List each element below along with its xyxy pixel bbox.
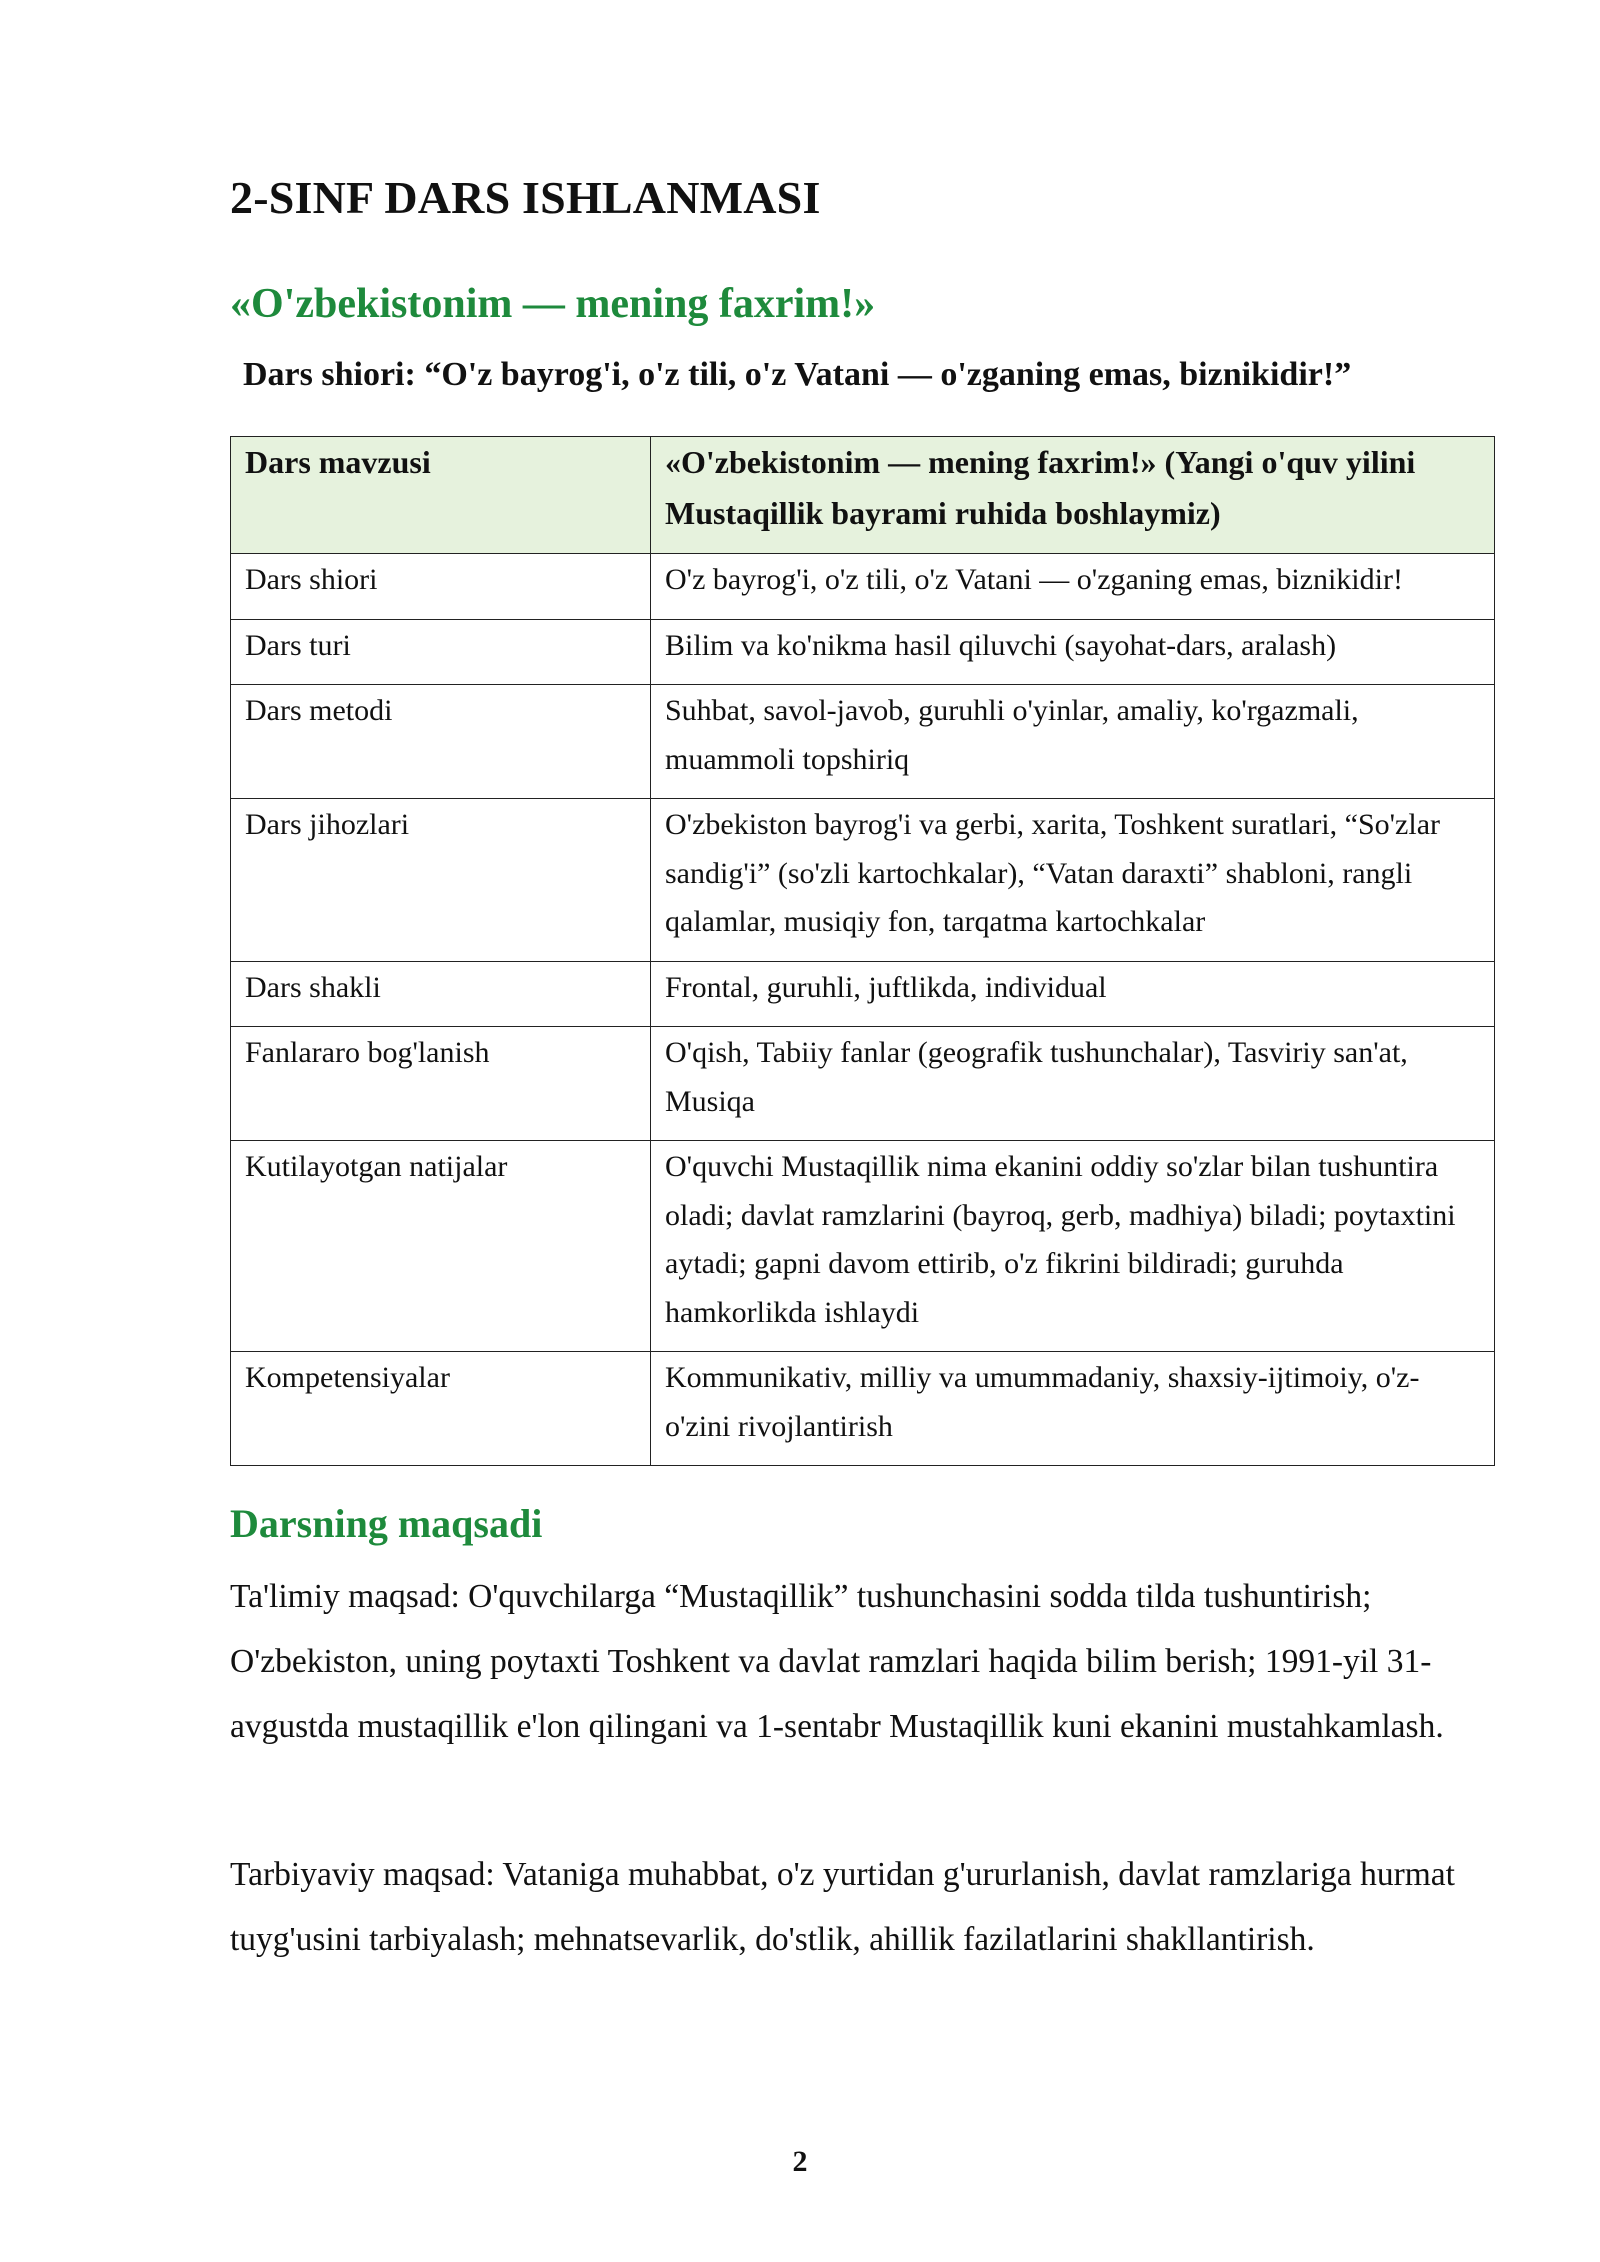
page-number: 2 bbox=[792, 2145, 808, 2178]
row-value: O'z bayrog'i, o'z tili, o'z Vatani — o'zganing emas, biznikidir! bbox=[651, 554, 1495, 620]
table-row bbox=[231, 961, 1495, 1027]
row-label: Kompetensiyalar bbox=[231, 1352, 651, 1466]
document-page bbox=[230, 168, 1495, 1958]
row-label: Fanlararo bog'lanish bbox=[231, 1027, 651, 1141]
table-row bbox=[231, 685, 1495, 799]
table-header-label: Dars mavzusi bbox=[231, 437, 651, 554]
educational-goal-paragraph: Ta'limiy maqsad: O'quvchilarga “Mustaqillik” tushunchasini sodda tilda tushuntirish; O'zbekiston, uning poytaxti Toshkent va davlat ramzlari haqida bilim berish; 1991-yil 31-avgustda mustaqillik e'lon qilingani va 1-sentabr Mustaqillik kuni ekanini mustahkamlash. bbox=[230, 1578, 1444, 1745]
lesson-subtitle: «O'zbekistonim — mening faxrim!» bbox=[230, 281, 876, 327]
row-value: Kommunikativ, milliy va umummadaniy, shaxsiy-ijtimoiy, o'z-o'zini rivojlantirish bbox=[651, 1352, 1495, 1466]
row-label: Dars shiori bbox=[231, 554, 651, 620]
table-row bbox=[231, 1352, 1495, 1466]
table-header-row bbox=[231, 437, 1495, 554]
table-row bbox=[231, 1027, 1495, 1141]
document-title: 2-SINF DARS ISHLANMASI bbox=[230, 172, 821, 223]
table-row bbox=[231, 554, 1495, 620]
row-label: Dars metodi bbox=[231, 685, 651, 799]
table-row bbox=[231, 1141, 1495, 1352]
lesson-motto: Dars shiori: “O'z bayrog'i, o'z tili, o'z Vatani — o'zganing emas, biznikidir!” bbox=[243, 356, 1352, 393]
lesson-info-table bbox=[230, 436, 1495, 1466]
row-label: Kutilayotgan natijalar bbox=[231, 1141, 651, 1352]
goals-heading: Darsning maqsadi bbox=[230, 1501, 543, 1546]
row-value: O'quvchi Mustaqillik nima ekanini oddiy so'zlar bilan tushuntira oladi; davlat ramzlarini (bayroq, gerb, madhiya) biladi; poytaxtini aytadi; gapni davom ettirib, o'z fikrini bildiradi; guruhda hamkorlikda ishlaydi bbox=[651, 1141, 1495, 1352]
row-value: Suhbat, savol-javob, guruhli o'yinlar, amaliy, ko'rgazmali, muammoli topshiriq bbox=[651, 685, 1495, 799]
table-header-value: «O'zbekistonim — mening faxrim!» (Yangi o'quv yilini Mustaqillik bayrami ruhida boshlaymiz) bbox=[651, 437, 1495, 554]
row-label: Dars jihozlari bbox=[231, 799, 651, 962]
row-value: O'qish, Tabiiy fanlar (geografik tushunchalar), Tasviriy san'at, Musiqa bbox=[651, 1027, 1495, 1141]
row-value: O'zbekiston bayrog'i va gerbi, xarita, Toshkent suratlari, “So'zlar sandig'i” (so'zli kartochkalar), “Vatan daraxti” shabloni, rangli qalamlar, musiqiy fon, tarqatma kartochkalar bbox=[651, 799, 1495, 962]
row-value: Bilim va ko'nikma hasil qiluvchi (sayohat-dars, aralash) bbox=[651, 619, 1495, 685]
row-label: Dars turi bbox=[231, 619, 651, 685]
table-row bbox=[231, 799, 1495, 962]
row-value: Frontal, guruhli, juftlikda, individual bbox=[651, 961, 1495, 1027]
table-row bbox=[231, 619, 1495, 685]
row-label: Dars shakli bbox=[231, 961, 651, 1027]
upbringing-goal-paragraph: Tarbiyaviy maqsad: Vataniga muhabbat, o'z yurtidan g'ururlanish, davlat ramzlariga hurmat tuyg'usini tarbiyalash; mehnatsevarlik, do'stlik, ahillik fazilatlarini shakllantirish. bbox=[230, 1856, 1455, 1958]
